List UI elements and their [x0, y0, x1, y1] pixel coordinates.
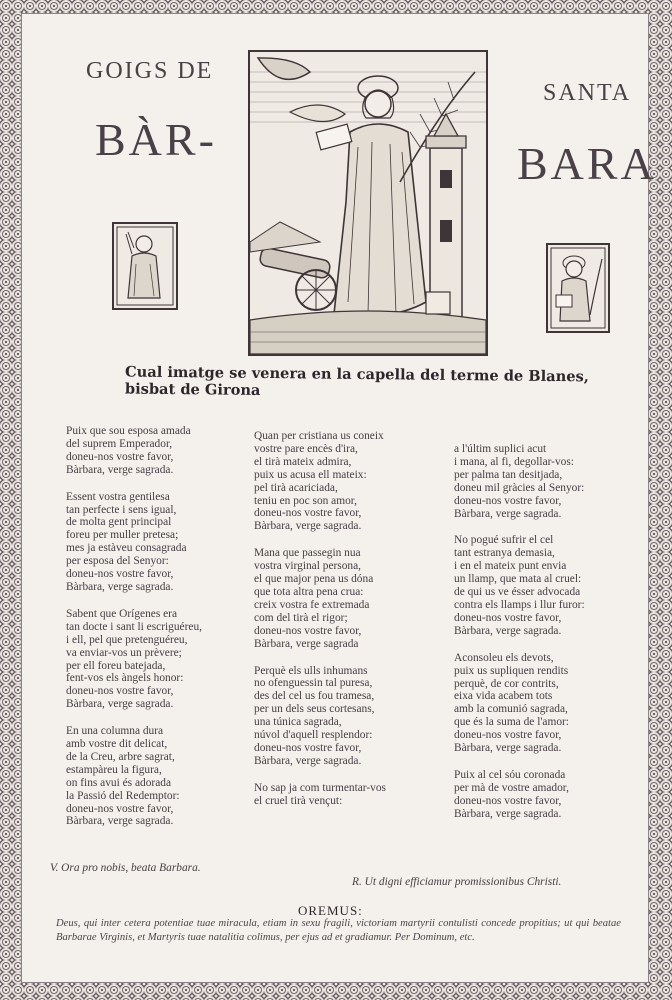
verse-line: com del tirà el rigor; — [254, 611, 348, 624]
verse-line: vostre pare encès d'ira, — [254, 442, 358, 455]
verse-line: doneu-nos vostre favor, — [454, 794, 562, 807]
verse-line: Bàrbara, verge sagrada — [254, 637, 359, 650]
verse-line: teniu en poc son amor, — [254, 494, 357, 507]
verse-line: que tota altra pena crua: — [254, 585, 364, 598]
verse-line: Puix que sou esposa amada — [66, 425, 191, 437]
stanza — [254, 430, 386, 533]
verse-line: foreu per muller pretesa; — [66, 529, 179, 542]
verse-line: doneu-nos vostre favor, — [254, 741, 362, 754]
verse-line: No pogué sufrir el cel — [454, 534, 554, 547]
stanza — [254, 547, 386, 650]
verse-line: a l'últim suplici acut — [454, 443, 547, 455]
verse-column-1 — [66, 425, 202, 842]
verse-line: de qui us ve ésser advocada — [454, 586, 581, 599]
verse-line: la Passió del Redemptor: — [66, 789, 180, 802]
verse-line: Essent vostra gentilesa — [66, 490, 170, 503]
stanza — [66, 491, 202, 594]
verse-line: Bàrbara, verge sagrada. — [66, 580, 174, 593]
verse-line: per un dels seus cortesans, — [254, 703, 375, 716]
verse-column-2 — [254, 430, 386, 822]
verse-column-3 — [454, 443, 585, 835]
verse-line: Bàrbara, verge sagrada. — [454, 624, 562, 637]
title-line2-left: BÀR- — [95, 114, 217, 165]
verse-line: estampàreu la figura, — [66, 763, 162, 776]
verse-line: Bàrbara, verge sagrada. — [254, 754, 362, 767]
left-saint-icon — [112, 222, 178, 310]
verse-line: de la Creu, arbre sagrat, — [66, 750, 175, 763]
verse-line: eixa vida acabem tots — [454, 690, 553, 703]
dedication-heading: Cual imatge se venera en la capella del terme de Blanes, bisbat de Girona — [124, 363, 589, 399]
verse-line: per palma tan desitjada, — [454, 468, 563, 481]
verse-line: Sabent que Orígenes era — [66, 607, 178, 620]
verse-line: pel tirà acariciada, — [254, 481, 338, 494]
verse-line: núvol d'aquell resplendor: — [254, 729, 373, 742]
verse-line: Bàrbara, verge sagrada. — [254, 520, 362, 533]
verse-line: on fins avui és adorada — [66, 776, 172, 789]
verse-line: doneu-nos vostre favor, — [254, 507, 362, 520]
verse-line: i en el mateix punt envia — [454, 560, 567, 573]
verse-line: Bàrbara, verge sagrada. — [66, 463, 174, 476]
verse-line: vostra virginal persona, — [254, 560, 362, 573]
stanza — [66, 725, 202, 828]
stanza — [66, 608, 202, 711]
verse-line: creix vostra fe extremada — [254, 598, 370, 611]
verse-line: En una columna dura — [66, 725, 164, 738]
verse-line: Bàrbara, verge sagrada. — [66, 815, 174, 828]
verse-line: mes ja estàveu consagrada — [66, 542, 187, 555]
stanza — [454, 443, 585, 520]
stanza — [454, 534, 585, 637]
saint-figure-icon — [114, 224, 176, 308]
verse-line: tan perfecte i sens igual, — [66, 503, 177, 516]
verse-line: doneu-nos vostre favor, — [454, 729, 562, 742]
oremus-prayer: Deus, qui inter cetera potentiae tuae miracula, etiam in sexu fragili, victoriam martyrii contulisti concede propitius; ut qui beatae Barbarae Virginis, et Martyris tuae natalitia colimus, per ejus ad et gradiamur. Per Dominum, etc. — [56, 918, 621, 943]
verse-line: Bàrbara, verge sagrada. — [454, 507, 562, 520]
verse-line: el tirà mateix admira, — [254, 455, 352, 468]
verse-line: que és la suma de l'amor: — [454, 716, 569, 729]
title-line1-right: SANTA — [543, 80, 632, 106]
saint-with-book-icon — [548, 245, 608, 331]
verse-line: doneu-nos vostre favor, — [254, 624, 362, 637]
verse-line: va enviar-vos un prèvere; — [66, 646, 182, 659]
stanza — [454, 769, 585, 821]
title-line1-left: GOIGS DE — [86, 58, 214, 84]
verse-line: puix us supliquen rendits — [454, 664, 569, 677]
verse-line: doneu-nos vostre favor, — [66, 450, 174, 463]
verse-line: Bàrbara, verge sagrada. — [66, 698, 174, 711]
verse-line: doneu-nos vostre favor, — [66, 568, 174, 581]
right-saint-icon — [546, 243, 610, 333]
verse-line: de molta gent principal — [66, 516, 172, 529]
verse-line: doneu-nos vostre favor, — [454, 611, 562, 624]
stanza — [254, 665, 386, 768]
verse-line: amb vostre dit delicat, — [66, 738, 168, 751]
verse-line: Quan per cristiana us coneix — [254, 430, 384, 442]
verse-line: Mana que passegin nua — [254, 547, 361, 560]
verse-line: puix us acusa ell mateix: — [254, 468, 367, 481]
stanza — [66, 425, 202, 477]
verse-line: fent-vos els àngels honor: — [66, 672, 184, 685]
stanza — [254, 782, 386, 808]
stanza — [454, 652, 585, 755]
verse-line: el cruel tirà vençut: — [254, 794, 343, 807]
verse-line: per ell foreu batejada, — [66, 659, 166, 672]
verse-line: i ell, pel que pretenguéreu, — [66, 633, 188, 646]
verse-line: per mà de vostre amador, — [454, 781, 569, 794]
verse-line: tant estranya demasia, — [454, 547, 555, 560]
verse-line: perquè, de cor contrits, — [454, 677, 559, 690]
verse-line: Puix al cel sóu coronada — [454, 768, 566, 781]
verse-line: no ofenguessin tal puresa, — [254, 677, 373, 690]
verse-line: doneu mil gràcies al Senyor: — [454, 481, 585, 494]
verse-line: un llamp, que mata al cruel: — [454, 573, 582, 586]
verse-line: doneu-nos vostre favor, — [66, 802, 174, 815]
verse-line: tan docte i sant li escriguéreu, — [66, 620, 203, 633]
verse-line: doneu-nos vostre favor, — [454, 494, 562, 507]
verse-line: una túnica sagrada, — [254, 716, 342, 729]
saint-barbara-woodcut — [248, 50, 488, 356]
verse-line: Aconsoleu els devots, — [454, 651, 554, 664]
versicle: V. Ora pro nobis, beata Barbara. — [50, 862, 201, 874]
verse-line: Bàrbara, verge sagrada. — [454, 807, 562, 820]
response: R. Ut digni efficiamur promissionibus Christi. — [352, 876, 562, 888]
verse-line: per esposa del Senyor: — [66, 555, 169, 568]
verse-line: des del cel us fou tramesa, — [254, 690, 375, 703]
verse-line: No sap ja com turmentar-vos — [254, 781, 386, 794]
oremus-title: OREMUS: — [298, 903, 363, 918]
verse-line: el que major pena us dóna — [254, 573, 374, 586]
title-line2-right: BARA — [517, 138, 657, 189]
verse-line: del suprem Emperador, — [66, 437, 173, 450]
verse-line: Perquè els ulls inhumans — [254, 664, 368, 677]
saint-barbara-illustration — [250, 52, 486, 354]
verse-line: doneu-nos vostre favor, — [66, 685, 174, 698]
verse-line: amb la comunió sagrada, — [454, 703, 568, 716]
verse-line: i mana, al fi, degollar-vos: — [454, 455, 574, 468]
verse-line: contra els llamps i llur furor: — [454, 598, 585, 611]
verse-line: Bàrbara, verge sagrada. — [454, 742, 562, 755]
